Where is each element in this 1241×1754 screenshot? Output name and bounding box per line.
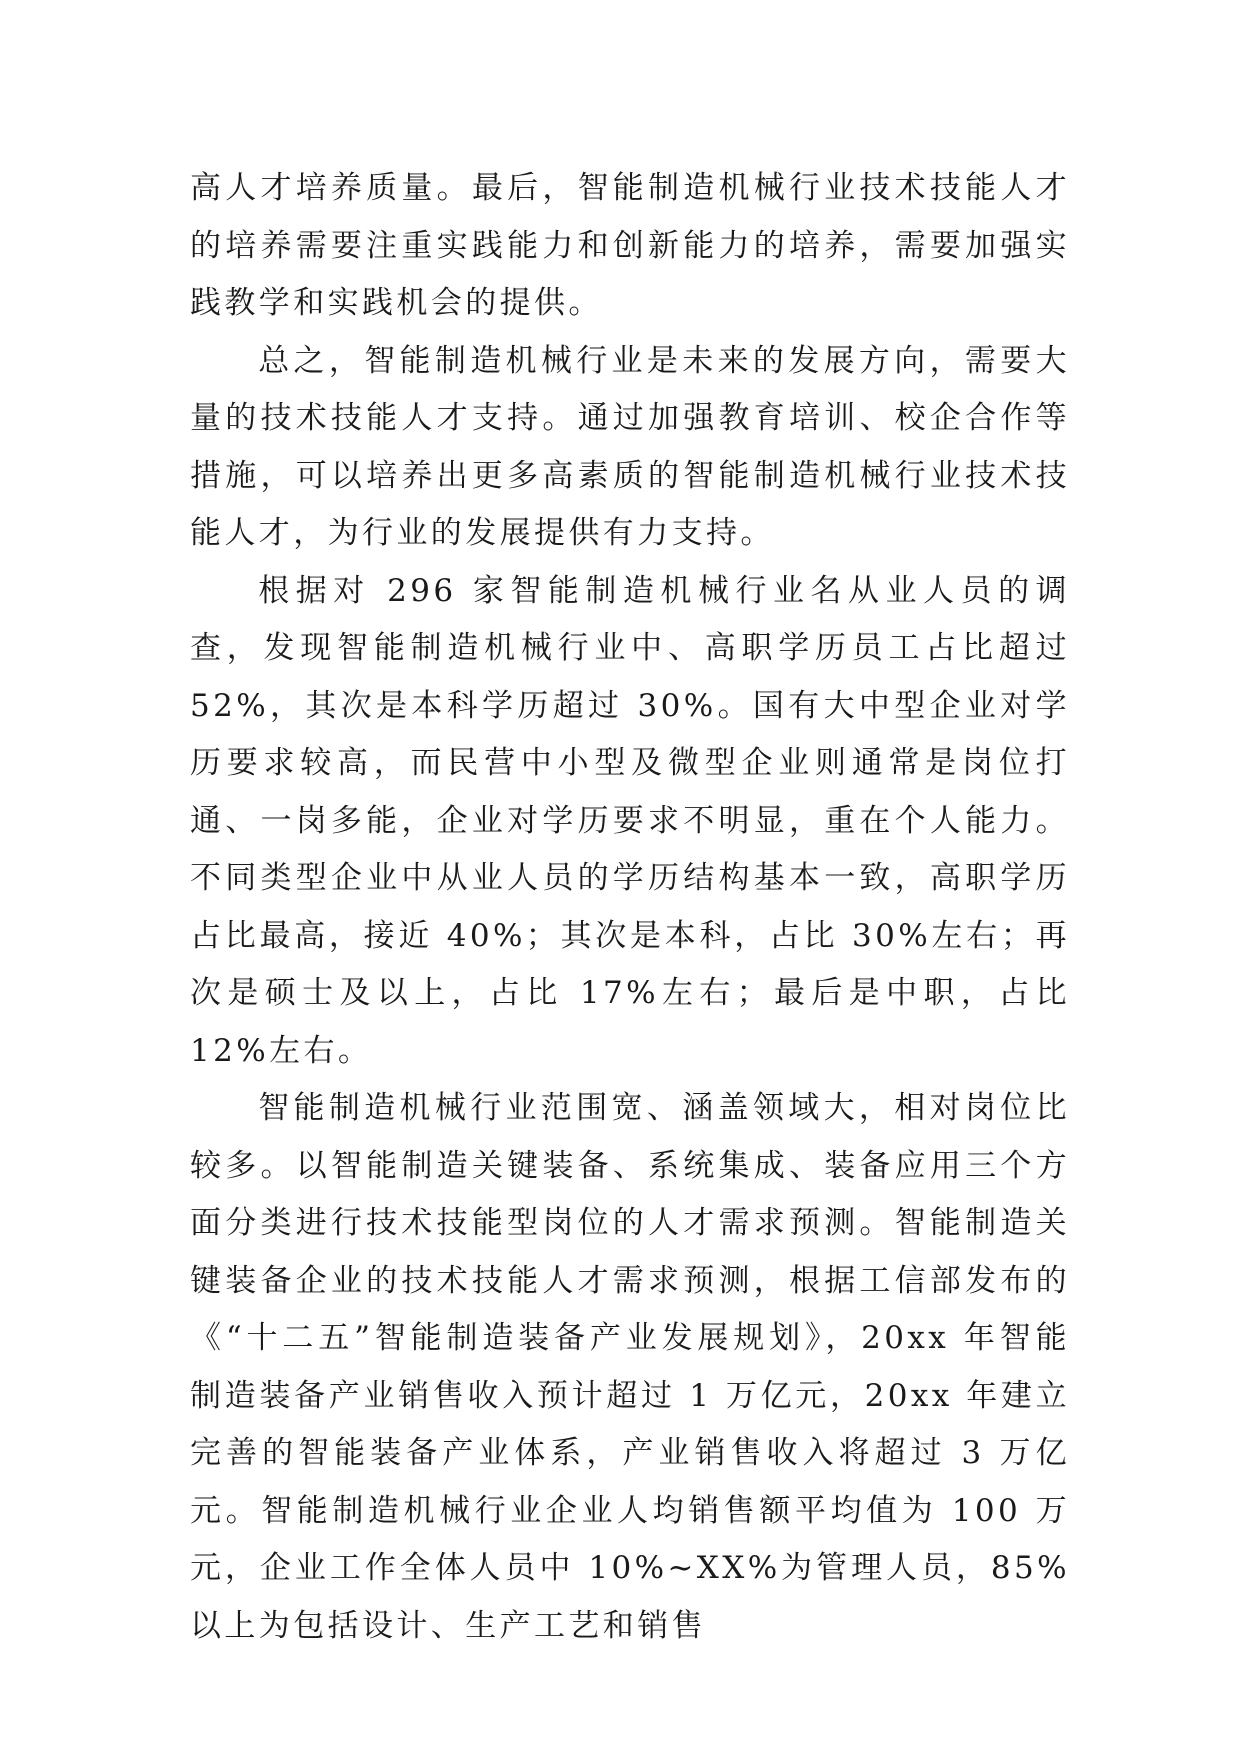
paragraph-survey: 根据对 296 家智能制造机械行业名从业人员的调查，发现智能制造机械行业中、高职学历员工占比超过 52%，其次是本科学历超过 30%。国有大中型企业对学历要求较高，而民营中小型及微型企业则通常是岗位打通、一岗多能，企业对学历要求不明显，重在个人能力。不同类型企业中从业人员的学历结构基本一致，高职学历占比最高，接近 40%；其次是本科，占比 30%左右；再次是硕士及以上，占比 17%左右；最后是中职，占比 12%左右。: [190, 572, 1070, 1069]
paragraph-demand-forecast: 智能制造机械行业范围宽、涵盖领域大，相对岗位比较多。以智能制造关键装备、系统集成、装备应用三个方面分类进行技术技能型岗位的人才需求预测。智能制造关键装备企业的技术技能人才需求预测，根据工信部发布的《“十二五”智能制造装备产业发展规划》，20xx 年智能制造装备产业销售收入预计超过 1 万亿元，20xx 年建立完善的智能装备产业体系，产业销售收入将超过 3 万亿元。智能制造机械行业企业人均销售额平均值为 100 万元，企业工作全体人员中 10%~XX%为管理人员，85%以上为包括设计、生产工艺和销售: [190, 1090, 1070, 1644]
paragraph-summary: 总之，智能制造机械行业是未来的发展方向，需要大量的技术技能人才支持。通过加强教育培训、校企合作等措施，可以培养出更多高素质的智能制造机械行业技术技能人才，为行业的发展提供有力支持。: [190, 342, 1070, 551]
paragraph-continuation: 高人才培养质量。最后，智能制造机械行业技术技能人才的培养需要注重实践能力和创新能力的培养，需要加强实践教学和实践机会的提供。: [190, 170, 1070, 321]
document-body: [190, 160, 1070, 1655]
